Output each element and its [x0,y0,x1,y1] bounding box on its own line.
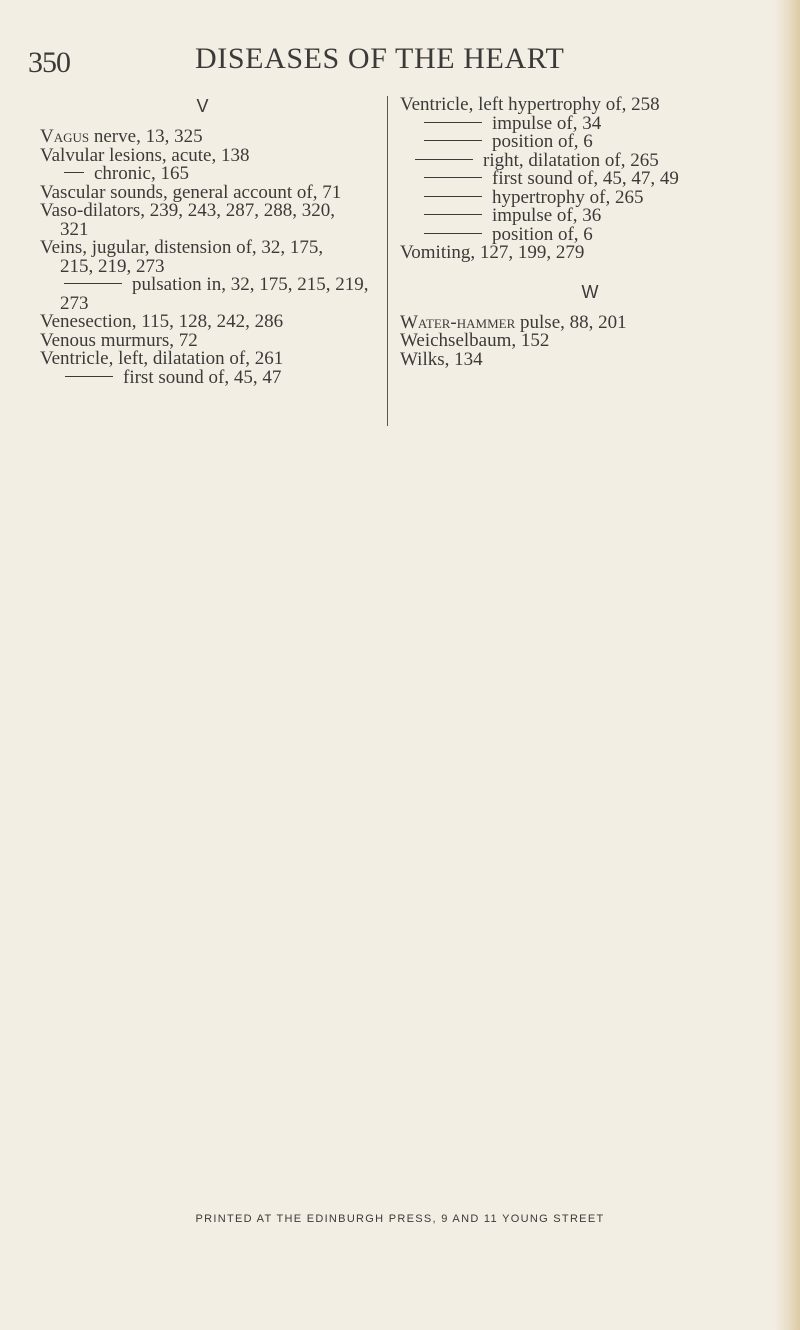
entry-lead-word: Water-hammer [400,311,516,333]
subentry-text: pulsation in, 32, 175, 215, 219, [132,274,369,295]
index-column-right [400,96,780,369]
index-entry [40,128,385,147]
index-entry: Venous murmurs, 72 [40,329,198,351]
index-entry: Wilks, 134 [400,348,483,370]
subentry-text: position of, 6 [492,223,593,245]
repeat-dash [424,196,482,197]
index-entry-continuation: 321 [60,218,89,240]
index-subentry [400,170,780,189]
index-entry: Valvular lesions, acute, 138 [40,144,250,166]
index-entry: Veins, jugular, distension of, 32, 175, [40,237,324,258]
index-entry: Vascular sounds, general account of, 71 [40,181,342,203]
index-entry: Ventricle, left hypertrophy of, 258 [400,94,660,115]
index-entry-list [400,96,780,263]
repeat-dash [424,177,482,178]
subentry-text: impulse of, 34 [492,112,602,134]
entry-text: nerve, 13, 325 [89,126,203,147]
section-letter-w: W [581,281,599,302]
repeat-dash [65,376,113,377]
index-entry: Venesection, 115, 128, 242, 286 [40,311,284,332]
index-entry-list [40,128,385,387]
page-number: 350 [28,46,70,79]
repeat-dash [424,122,482,123]
index-entry: Vaso-dilators, 239, 243, 287, 288, 320, [40,200,336,221]
subentry-text: first sound of, 45, 47, 49 [492,168,679,189]
index-entry: Ventricle, left, dilatation of, 261 [40,348,284,369]
index-entry: Weichselbaum, 152 [400,330,550,351]
subentry-text: first sound of, 45, 47 [123,366,282,388]
index-entry-continuation: 273 [60,292,89,314]
subentry-text: impulse of, 36 [492,205,602,226]
subentry-text: position of, 6 [492,131,593,152]
repeat-dash [424,233,482,234]
index-subentry [400,133,780,152]
column-divider [387,96,388,426]
index-entry-continuation: 215, 219, 273 [60,255,165,277]
repeat-dash [64,172,84,173]
index-entry: Vomiting, 127, 199, 279 [400,242,585,263]
index-entry-list [400,311,780,370]
repeat-dash [64,283,122,284]
repeat-dash [415,159,473,160]
entry-lead-word: Vagus [40,126,90,147]
subentry-text: hypertrophy of, 265 [492,186,644,208]
section-letter-v: V [196,96,209,116]
subentry-text: chronic, 165 [94,163,189,184]
repeat-dash [424,140,482,141]
index-subentry [40,165,385,184]
page-title: DISEASES OF THE HEART [195,42,565,75]
index-column-left [40,96,385,387]
index-subentry [40,366,385,388]
entry-text: pulse, 88, 201 [515,311,627,333]
index-subentry [40,276,385,295]
repeat-dash [424,214,482,215]
index-subentry [400,207,780,226]
printer-imprint: PRINTED AT THE EDINBURGH PRESS, 9 AND 11 YOUNG STREET [195,1213,605,1225]
subentry-text: right, dilatation of, 265 [483,149,659,171]
